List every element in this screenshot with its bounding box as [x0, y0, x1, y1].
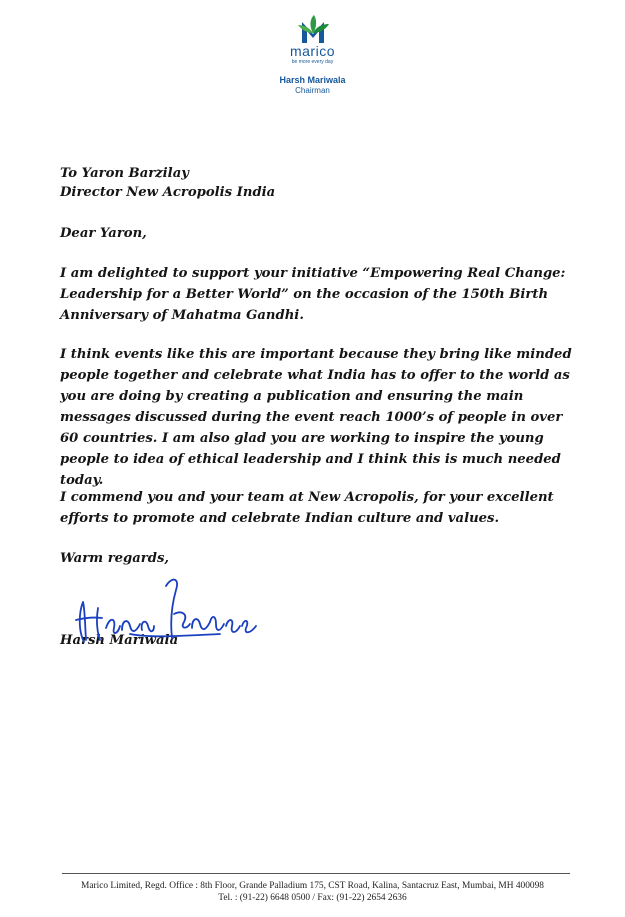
marico-leaf-logo-icon	[293, 14, 333, 44]
brand-name: marico	[289, 43, 335, 59]
chairman-name: Harsh Mariwala	[279, 75, 346, 85]
footer-divider	[62, 873, 570, 874]
letter-paragraph: I think events like this are important because they bring like minded people together and celebrate what India has to offer to the world as you are doing by creating a publication and ensuring the main messages discussed during the event reach 1000’s of people in over 60 countries. I am also glad you are working to inspire the young people to idea of ethical leadership and I think this is much needed today.	[60, 347, 572, 488]
footer-address: Marico Limited, Regd. Office : 8th Floor, Grande Palladium 175, CST Road, Kalina, Santacruz East, Mumbai, MH 400098	[80, 881, 544, 891]
salutation: Dear Yaron,	[60, 226, 147, 241]
letter-paragraph: I am delighted to support your initiative “Empowering Real Change: Leadership for a Better World” on the occasion of the 150th Birth Anniversary of Mahatma Gandhi.	[60, 266, 566, 323]
recipient-name: To Yaron Barzilay	[60, 166, 189, 181]
brand-tagline: be more every day	[291, 59, 334, 65]
letter-paragraph: I commend you and your team at New Acropolis, for your excellent efforts to promote and celebrate Indian culture and values.	[60, 490, 554, 526]
closing: Warm regards,	[60, 551, 169, 566]
letterhead	[0, 14, 625, 96]
handwritten-signature-icon	[70, 568, 270, 658]
signer-name: Harsh Mariwala	[60, 633, 179, 648]
chairman-title: Chairman	[295, 86, 330, 95]
recipient-title: Director New Acropolis India	[60, 185, 276, 200]
footer-contact: Tel. : (91-22) 6648 0500 / Fax: (91-22) 2654 2636	[218, 893, 407, 903]
